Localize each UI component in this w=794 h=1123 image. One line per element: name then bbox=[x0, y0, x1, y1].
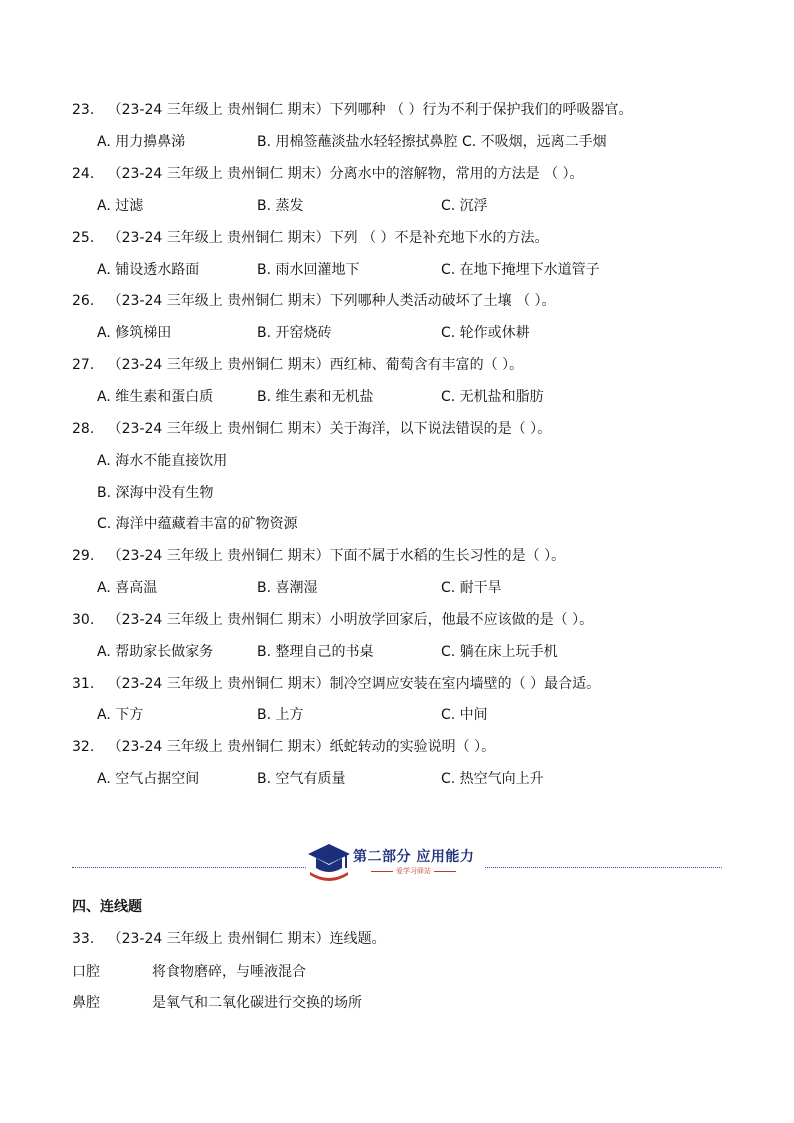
question-text: （23-24 三年级上 贵州铜仁 期末）制冷空调应安装在室内墙壁的（ ）最合适。 bbox=[107, 676, 601, 692]
question-26 bbox=[72, 291, 556, 311]
option-b: B. 上方 bbox=[257, 707, 304, 723]
options-27 bbox=[97, 387, 727, 407]
matching-right-item: 是氧气和二氧化碳进行交换的场所 bbox=[152, 995, 362, 1011]
matching-left-item: 鼻腔 bbox=[72, 995, 100, 1011]
question-33 bbox=[72, 929, 386, 949]
question-text: （23-24 三年级上 贵州铜仁 期末）西红柿、葡萄含有丰富的（ ）。 bbox=[107, 357, 524, 373]
options-30 bbox=[97, 642, 727, 662]
option-b: B. 喜潮湿 bbox=[257, 580, 318, 596]
banner-title: 第二部分 应用能力 bbox=[353, 849, 475, 865]
question-number: 27. bbox=[72, 357, 95, 373]
question-28 bbox=[72, 419, 551, 439]
options-24 bbox=[97, 196, 727, 216]
option-c: C. 中间 bbox=[441, 707, 488, 723]
question-text: （23-24 三年级上 贵州铜仁 期末）纸蛇转动的实验说明（ ）。 bbox=[107, 739, 496, 755]
option-a: A. 下方 bbox=[97, 707, 144, 723]
matching-right-item: 将食物磨碎，与唾液混合 bbox=[152, 964, 306, 980]
question-number: 28. bbox=[72, 421, 95, 437]
question-text: （23-24 三年级上 贵州铜仁 期末）下列 （ ）不是补充地下水的方法。 bbox=[107, 230, 549, 246]
question-text: （23-24 三年级上 贵州铜仁 期末）下列哪种 （ ）行为不利于保护我们的呼吸器官。 bbox=[107, 102, 633, 118]
option-c: C. 海洋中蕴藏着丰富的矿物资源 bbox=[97, 516, 298, 532]
option-c: C. 热空气向上升 bbox=[441, 771, 544, 787]
options-23 bbox=[97, 132, 727, 152]
option-b: B. 整理自己的书桌 bbox=[257, 644, 374, 660]
option-c: C. 躺在床上玩手机 bbox=[441, 644, 558, 660]
option-a: A. 帮助家长做家务 bbox=[97, 644, 214, 660]
question-30 bbox=[72, 610, 593, 630]
question-27 bbox=[72, 355, 523, 375]
graduation-cap-icon bbox=[306, 842, 352, 882]
question-23 bbox=[72, 100, 633, 120]
option-c: C. 耐干旱 bbox=[441, 580, 502, 596]
options-25 bbox=[97, 260, 727, 280]
section-banner bbox=[306, 840, 484, 882]
question-32 bbox=[72, 737, 495, 757]
question-29 bbox=[72, 546, 565, 566]
option-b: B. 雨水回灌地下 bbox=[257, 262, 360, 278]
question-number: 32. bbox=[72, 739, 95, 755]
option-c: C. 无机盐和脂肪 bbox=[441, 389, 544, 405]
option-c: C. 在地下掩埋下水道管子 bbox=[441, 262, 600, 278]
option-a: A. 喜高温 bbox=[97, 580, 158, 596]
question-31 bbox=[72, 674, 600, 694]
question-text: （23-24 三年级上 贵州铜仁 期末）连线题。 bbox=[107, 931, 386, 947]
option-a: A. 铺设透水路面 bbox=[97, 262, 200, 278]
question-number: 25. bbox=[72, 230, 95, 246]
question-text: （23-24 三年级上 贵州铜仁 期末）下列哪种人类活动破坏了土壤 （ ）。 bbox=[107, 293, 556, 309]
option-b: B. 维生素和无机盐 bbox=[257, 389, 374, 405]
options-32 bbox=[97, 769, 727, 789]
matching-left-item: 口腔 bbox=[72, 964, 100, 980]
question-number: 31. bbox=[72, 676, 95, 692]
question-number: 33. bbox=[72, 931, 95, 947]
banner-subtitle: 爱学习驿站 bbox=[368, 866, 459, 876]
question-text: （23-24 三年级上 贵州铜仁 期末）分离水中的溶解物，常用的方法是 （ ）。 bbox=[107, 166, 584, 182]
question-text: （23-24 三年级上 贵州铜仁 期末）关于海洋，以下说法错误的是（ ）。 bbox=[107, 421, 552, 437]
option-c: C. 沉浮 bbox=[441, 198, 488, 214]
question-number: 26. bbox=[72, 293, 95, 309]
question-number: 29. bbox=[72, 548, 95, 564]
option-b: B. 用棉签蘸淡盐水轻轻擦拭鼻腔 C. 不吸烟，远离二手烟 bbox=[257, 134, 607, 150]
option-a: A. 海水不能直接饮用 bbox=[97, 453, 228, 469]
options-26 bbox=[97, 323, 727, 343]
option-b: B. 开窑烧砖 bbox=[257, 325, 332, 341]
option-a: A. 空气占据空间 bbox=[97, 771, 200, 787]
option-b: B. 深海中没有生物 bbox=[97, 485, 214, 501]
options-31 bbox=[97, 705, 727, 725]
question-number: 24. bbox=[72, 166, 95, 182]
options-29 bbox=[97, 578, 727, 598]
option-b: B. 蒸发 bbox=[257, 198, 304, 214]
section-title: 四、连线题 bbox=[72, 899, 142, 915]
question-text: （23-24 三年级上 贵州铜仁 期末）下面不属于水稻的生长习性的是（ ）。 bbox=[107, 548, 566, 564]
option-a: A. 用力擤鼻涕 bbox=[97, 134, 186, 150]
option-b: B. 空气有质量 bbox=[257, 771, 346, 787]
option-a: A. 维生素和蛋白质 bbox=[97, 389, 214, 405]
question-25 bbox=[72, 228, 549, 248]
option-c: C. 轮作或休耕 bbox=[441, 325, 530, 341]
question-number: 23. bbox=[72, 102, 95, 118]
question-24 bbox=[72, 164, 584, 184]
question-text: （23-24 三年级上 贵州铜仁 期末）小明放学回家后，他最不应该做的是（ ）。 bbox=[107, 612, 594, 628]
question-number: 30. bbox=[72, 612, 95, 628]
option-a: A. 过滤 bbox=[97, 198, 144, 214]
option-a: A. 修筑梯田 bbox=[97, 325, 172, 341]
